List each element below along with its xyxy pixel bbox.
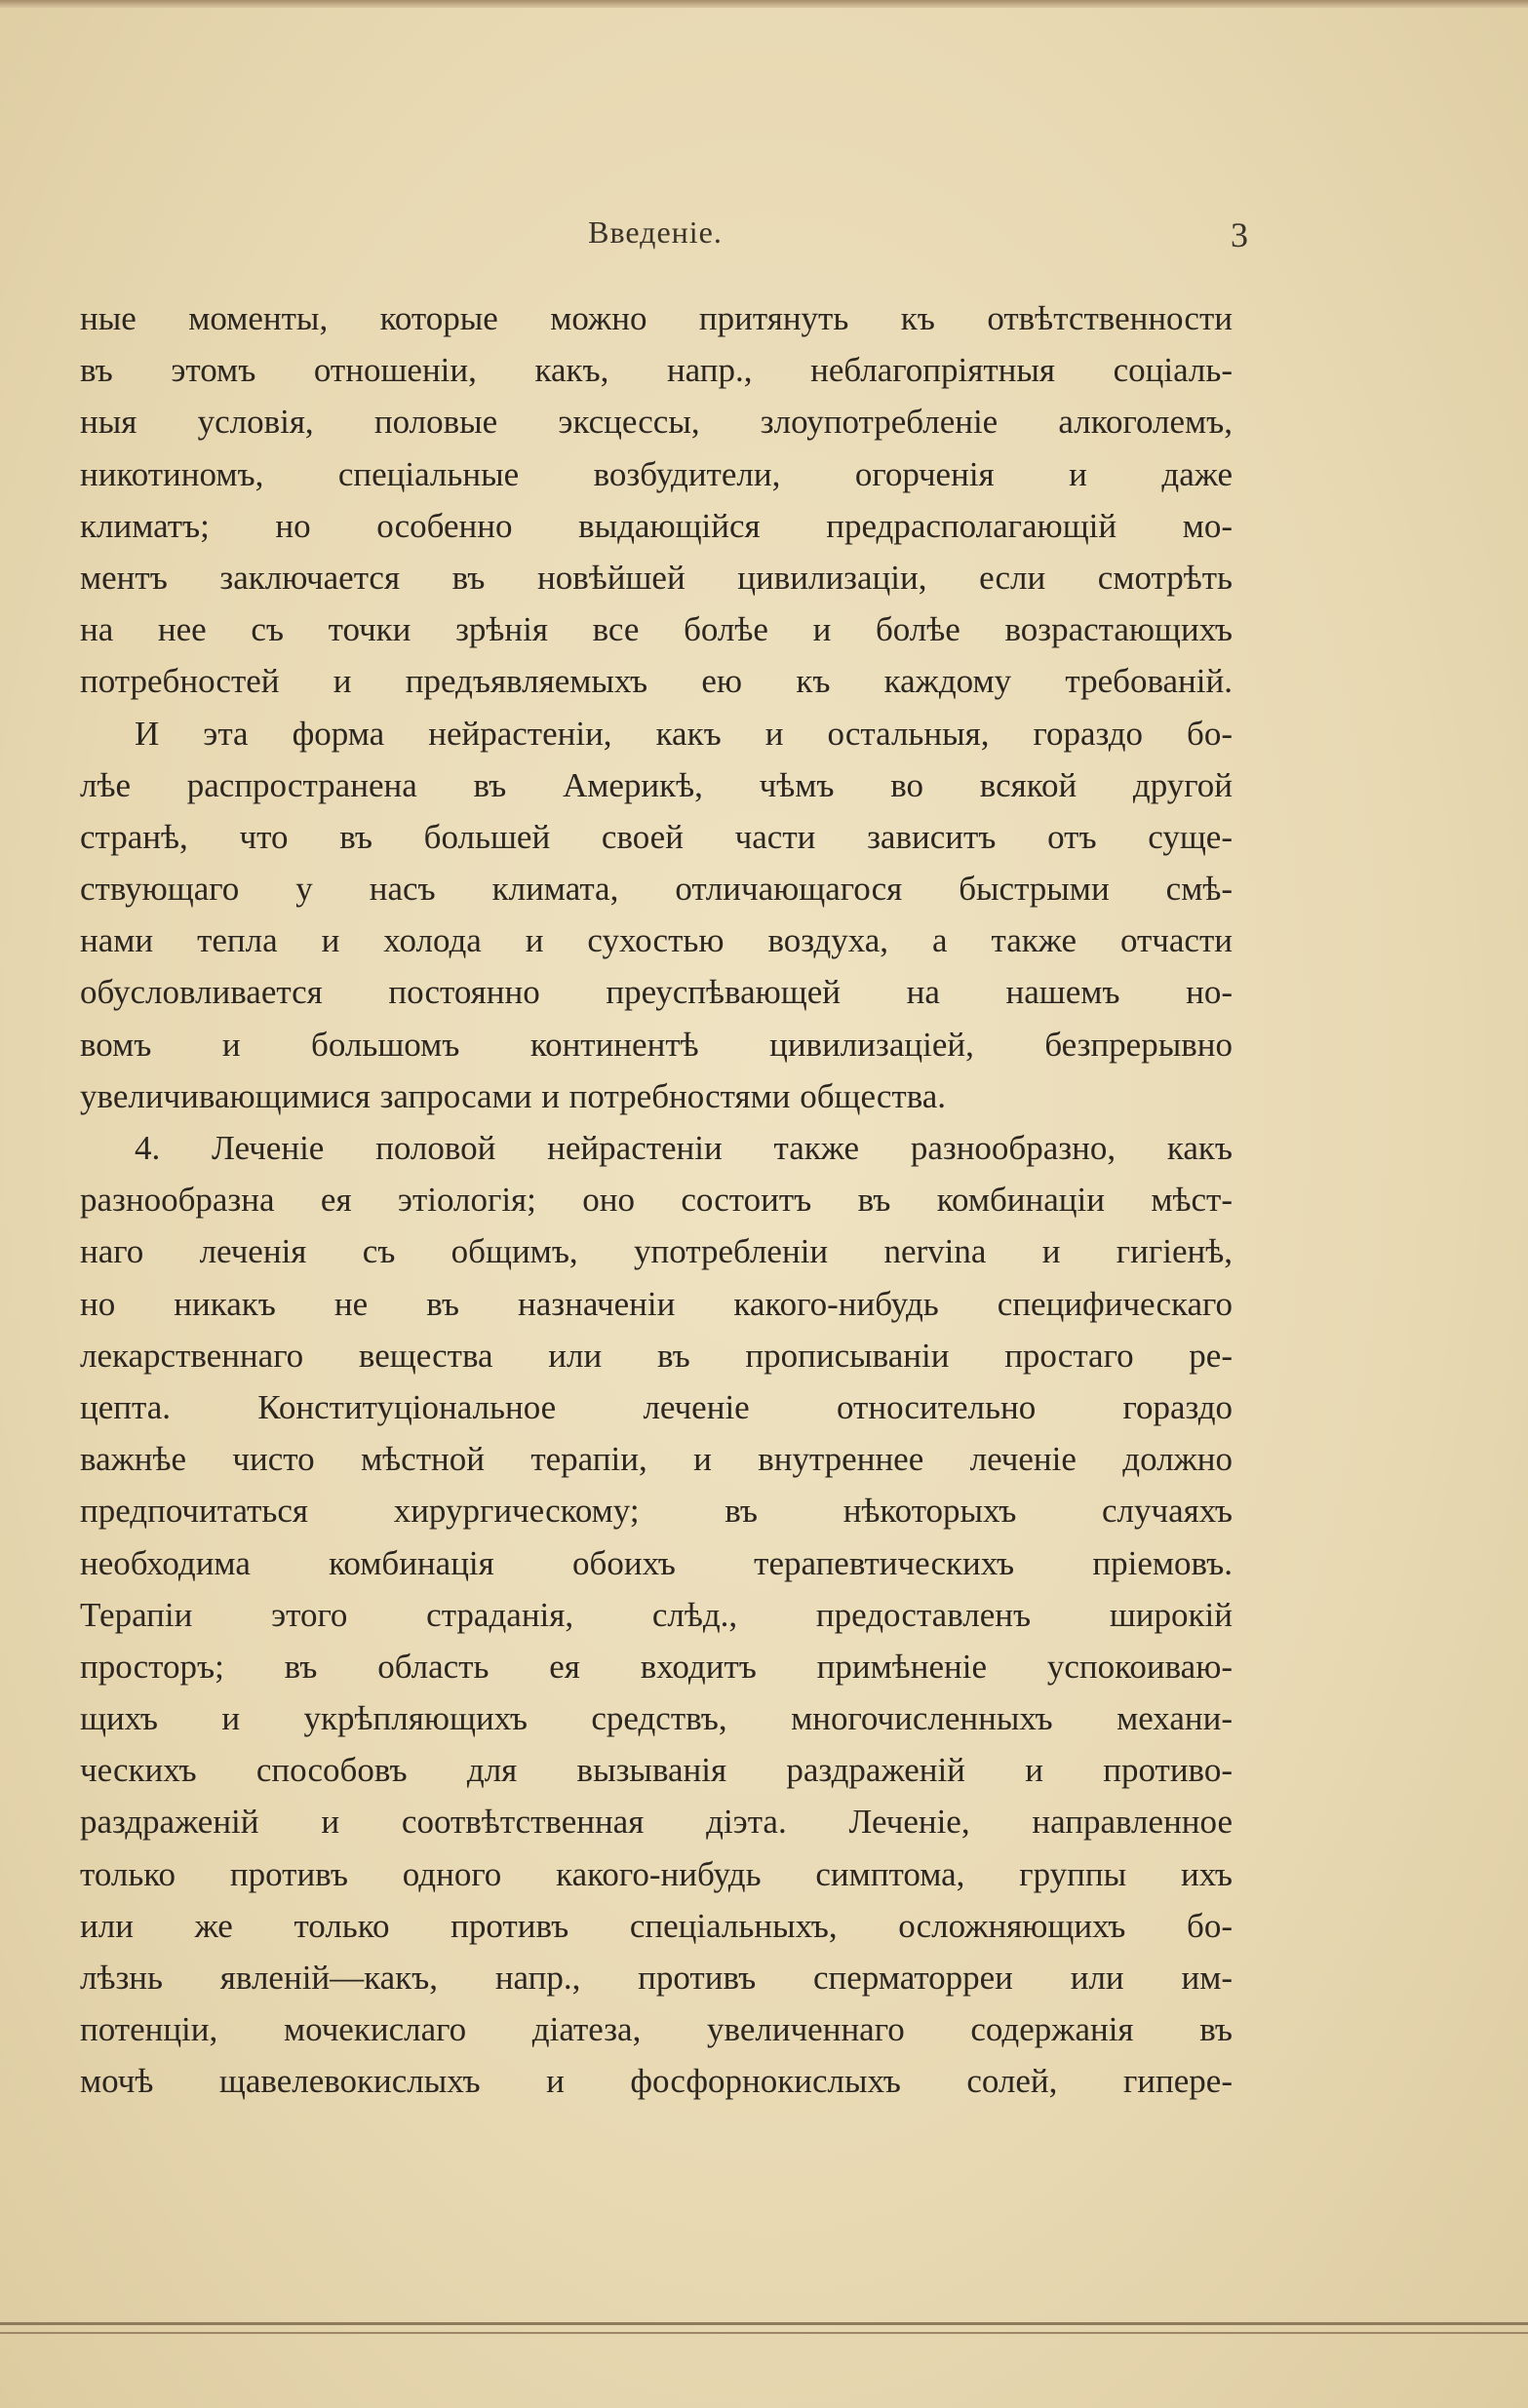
text-line: ныя условія, половые эксцессы, злоупотребленіе алкоголемъ, — [80, 403, 1233, 442]
bottom-edge-rule-inner — [0, 2332, 1528, 2336]
text-line: нами тепла и холода и сухостью воздуха, а также отчасти — [80, 921, 1233, 960]
body-text — [80, 292, 1233, 2108]
text-line: никотиномъ, спеціальные возбудители, огорченія и даже — [80, 454, 1233, 493]
bottom-edge-rule — [0, 2322, 1528, 2325]
top-edge-rule — [0, 0, 1528, 8]
text-line: ческихъ способовъ для вызыванія раздраженій и противо- — [80, 1751, 1233, 1790]
text-line: просторъ; въ область ея входитъ примѣненіе успокоиваю- — [80, 1647, 1233, 1686]
text-line: мочѣ щавелевокислыхъ и фосфорнокислыхъ солей, гипере- — [80, 2062, 1233, 2101]
text-line: щихъ и укрѣпляющихъ средствъ, многочисленныхъ механи- — [80, 1699, 1233, 1738]
text-line: потребностей и предъявляемыхъ ею къ каждому требованій. — [80, 662, 1233, 701]
text-line: И эта форма нейрастеніи, какъ и остальныя, гораздо бо- — [135, 714, 1233, 753]
text-line: Терапіи этого страданія, слѣд., предоставленъ широкій — [80, 1595, 1233, 1634]
text-line: или же только противъ спеціальныхъ, осложняющихъ бо- — [80, 1906, 1233, 1945]
text-line: 4. Леченіе половой нейрастеніи также разнообразно, какъ — [135, 1129, 1233, 1167]
text-line: но никакъ не въ назначеніи какого-нибудь специфическаго — [80, 1284, 1233, 1323]
text-line: лекарственнаго вещества или въ прописываніи простаго ре- — [80, 1336, 1233, 1375]
text-line: цепта. Конституціональное леченіе относительно гораздо — [80, 1387, 1233, 1426]
page-header — [80, 214, 1248, 273]
text-line: разнообразна ея этіологія; оно состоитъ въ комбинаціи мѣст- — [80, 1181, 1233, 1220]
text-line: обусловливается постоянно преуспѣвающей на нашемъ но- — [80, 973, 1233, 1012]
text-line: лѣзнь явленій—какъ, напр., противъ сперматорреи или им- — [80, 1959, 1233, 1997]
text-line: въ этомъ отношеніи, какъ, напр., неблагопріятныя соціаль- — [80, 351, 1233, 390]
text-line: странѣ, что въ большей своей части зависитъ отъ суще- — [80, 817, 1233, 856]
text-line: раздраженій и соотвѣтственная діэта. Леченіе, направленное — [80, 1803, 1233, 1842]
text-line: ные моменты, которые можно притянуть къ отвѣтственности — [80, 299, 1233, 337]
text-line: ствующаго у насъ климата, отличающагося быстрыми смѣ- — [80, 870, 1233, 909]
text-line: наго леченія съ общимъ, употребленіи nervina и гигіенѣ, — [80, 1232, 1233, 1271]
text-line: увеличивающимися запросами и потребностями общества. — [80, 1076, 947, 1115]
text-line: лѣе распространена въ Америкѣ, чѣмъ во всякой другой — [80, 765, 1233, 804]
text-line: необходима комбинація обоихъ терапевтическихъ пріемовъ. — [80, 1543, 1233, 1582]
text-line: климатъ; но особенно выдающійся предрасполагающій мо- — [80, 506, 1233, 545]
text-line: потенціи, мочекислаго діатеза, увеличеннаго содержанія въ — [80, 2010, 1233, 2049]
text-line: важнѣе чисто мѣстной терапіи, и внутреннее леченіе должно — [80, 1440, 1233, 1479]
text-line: ментъ заключается въ новѣйшей цивилизаціи, если смотрѣть — [80, 558, 1233, 597]
text-line: вомъ и большомъ континентѣ цивилизаціей, безпрерывно — [80, 1025, 1233, 1064]
text-line: на нее съ точки зрѣнія все болѣе и болѣе возрастающихъ — [80, 610, 1233, 649]
page-number: 3 — [1231, 215, 1248, 254]
text-line: только противъ одного какого-нибудь симптома, группы ихъ — [80, 1854, 1233, 1893]
running-head: Введеніе. — [588, 214, 723, 250]
text-line: предпочитаться хирургическому; въ нѣкоторыхъ случаяхъ — [80, 1492, 1233, 1531]
